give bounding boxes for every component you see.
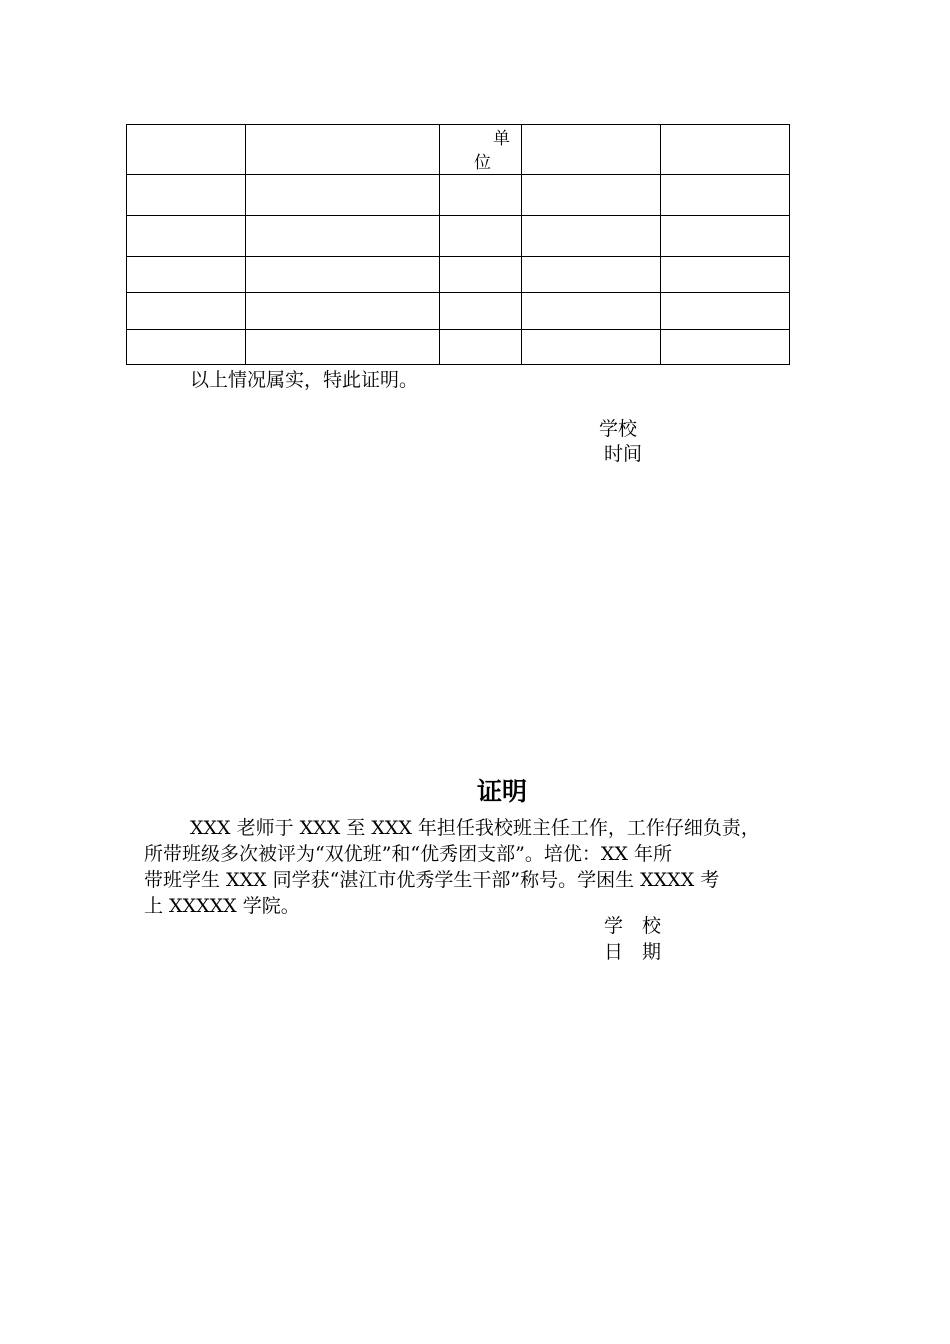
statement-text: 以上情况属实，特此证明。 [190,369,419,391]
table-cell [246,293,440,330]
info-table [126,124,790,365]
table-cell [127,175,246,216]
table-cell [522,257,661,293]
table-cell [127,257,246,293]
table-cell [440,257,522,293]
certificate-title: 证明 [476,777,527,806]
school-label: 学校 [599,418,638,440]
table-cell [127,216,246,257]
table-row [127,257,790,293]
table-cell [522,216,661,257]
table-cell [246,125,440,175]
body-line: 带班学生 XXX 同学获“湛江市优秀学生干部”称号。学困生 XXXX 考 [144,869,720,891]
body-line: XXX 老师于 XXX 至 XXX 年担任我校班主任工作，工作仔细负责， [190,817,760,839]
date-label: 日 期 [604,941,662,963]
table-cell [127,125,246,175]
table-cell [127,330,246,365]
table-row [127,330,790,365]
table-header-unit [440,125,522,175]
table-cell [246,257,440,293]
table-cell [127,293,246,330]
table-row [127,293,790,330]
table-cell [440,216,522,257]
body-line: 上 XXXXX 学院。 [144,895,300,917]
table-cell [661,330,790,365]
table-cell [661,257,790,293]
certificate-body [144,815,814,919]
table-cell [246,216,440,257]
table-cell [522,125,661,175]
table-cell [246,330,440,365]
table-cell [522,330,661,365]
school-signature-label: 学 校 [604,915,662,937]
body-line: 所带班级多次被评为“双优班”和“优秀团支部”。培优：XX 年所 [144,843,672,865]
table-row [127,216,790,257]
table-cell [661,175,790,216]
time-label: 时间 [604,443,643,465]
table-cell [440,293,522,330]
table-cell [522,293,661,330]
table-cell [661,216,790,257]
table-cell [246,175,440,216]
table-cell [661,293,790,330]
table-cell [440,330,522,365]
table-cell [440,175,522,216]
table-cell [661,125,790,175]
unit-label-line2: 位 [474,153,491,173]
unit-label-line1: 单 [493,129,510,149]
table-cell [522,175,661,216]
table-header-row [127,125,790,175]
table-row [127,175,790,216]
